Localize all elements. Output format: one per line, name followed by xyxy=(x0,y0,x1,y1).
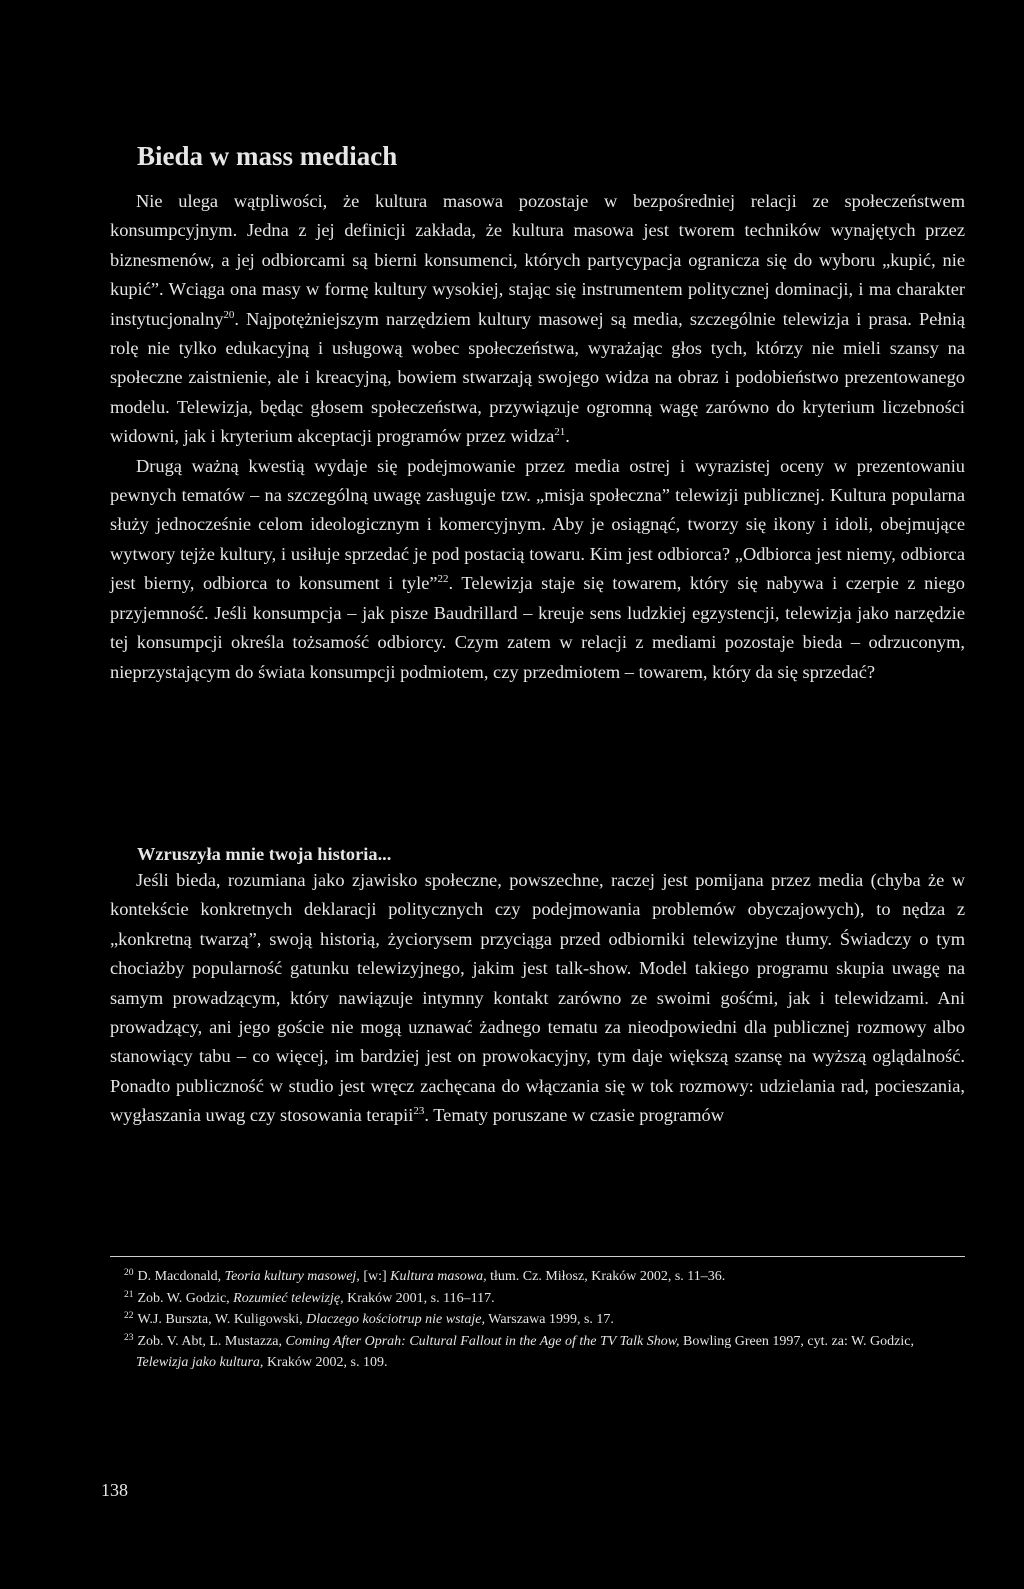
text-run: . Telewizja staje się towarem, który się nabywa i czerpie z niego przyjemność. Jeśli konsumpcja – jak pisze Baudrillard – kreuje sens ludzkiej egzystencji, telewizja jako narzędzie tej konsumpcji określa tożsamość odbiorcy. Czym zatem w relacji z mediami pozostaje bieda – odrzuconym, nieprzystającym do świata konsumpcji podmiotem, czy przedmiotem – towarem, który da się sprzedać? xyxy=(110,573,965,682)
text-run: . xyxy=(565,426,570,447)
section-2-body xyxy=(110,866,965,1131)
section-1-body xyxy=(110,187,965,687)
paragraph xyxy=(110,187,965,452)
footnote-title: Telewizja jako kultura, xyxy=(136,1355,264,1370)
footnote-text: Bowling Green 1997, cyt. za: W. Godzic, xyxy=(679,1333,914,1349)
footnote xyxy=(110,1266,965,1288)
paragraph xyxy=(110,452,965,687)
footnote-title: Dlaczego kościotrup nie wstaje, xyxy=(306,1312,486,1327)
text-run: Jeśli bieda, rozumiana jako zjawisko społeczne, powszechne, raczej jest pomijana przez media (chyba że w kontekście konkretnych deklaracji politycznych czy podejmowania problemów obyczajowych), to nędza z „konkretną twarzą”, swoją historią, życiorysem przyciąga przed odbiorniki telewizyjne tłumy. Świadczy o tym chociażby popularność gatunku telewizyjnego, jakim jest talk-show. Model takiego programu skupia uwagę na samym prowadzącym, który nawiązuje intymny kontakt zarówno ze swoimi gośćmi, jak i telewidzami. Ani prowadzący, ani jego goście nie mogą uznawać żadnego tematu za nieodpowiedni dla publicznej rozmowy albo stanowiący tabu – co więcej, im bardziej jest on prowokacyjny, tym daje większą szansę na wyższą oglądalność. Ponadto publiczność w studio jest wręcz zachęcana do włączania się w tok rozmowy: udzielania rad, pocieszania, wygłaszania uwag czy stosowania terapii xyxy=(110,870,965,1126)
footnote-number: 22 xyxy=(124,1311,134,1321)
text-run: . Najpotężniejszym narzędziem kultury masowej są media, szczególnie telewizja i prasa. Pełnią rolę nie tylko edukacyjną i usługową wobec społeczeństwa, wyrażając głos tych, którzy nie mieli szansy na społeczne zaistnienie, ale i kreacyjną, bowiem stwarzają swojego widza na obraz i podobieństwo prezentowanego modelu. Telewizja, będąc głosem społeczeństwa, przywiązuje ogromną wagę zarówno do kryterium liczebności widowni, jak i kryterium akceptacji programów przez widza xyxy=(110,308,965,447)
footnote-text: Warszawa 1999, s. 17. xyxy=(485,1312,614,1327)
footnote-text: Zob. W. Godzic, xyxy=(137,1290,234,1306)
paragraph xyxy=(110,866,965,1131)
footnote-text: tłum. Cz. Miłosz, Kraków 2002, s. 11–36. xyxy=(486,1269,726,1284)
footnote-number: 21 xyxy=(124,1289,134,1300)
footnote-title: Kultura masowa, xyxy=(390,1269,487,1284)
footnote xyxy=(110,1288,965,1310)
text-run: . Tematy poruszane w czasie programów xyxy=(424,1105,725,1126)
footnote-text: Kraków 2002, s. 109. xyxy=(263,1355,388,1370)
footnote-number: 23 xyxy=(124,1332,134,1343)
subsection-heading: Wzruszyła mnie twoja historia... xyxy=(137,844,392,864)
footnote-text: [w:] xyxy=(359,1269,391,1284)
footnote-title: Rozumieć telewizję, xyxy=(233,1290,344,1306)
text-run: Nie ulega wątpliwości, że kultura masowa pozostaje w bezpośredniej relacji ze społeczeństwem konsumpcyjnym. Jedna z jej definicji zakłada, że kultura masowa jest tworem techników wynajętych przez biznesmenów, a jej odbiorcami są bierni konsumenci, których partycypacja ogranicza się do wyboru „kupić, nie kupić”. Wciąga ona masy w formę kultury wysokiej, stając się instrumentem politycznej dominacji, i ma charakter instytucjonalny xyxy=(110,191,965,329)
footnote-text: W.J. Burszta, W. Kuligowski, xyxy=(137,1312,307,1327)
footnote-number: 20 xyxy=(124,1268,134,1278)
footnote-title: Teoria kultury masowej, xyxy=(224,1269,360,1284)
footnote-text: Kraków 2001, s. 116–117. xyxy=(343,1290,495,1306)
footnote-ref: 20 xyxy=(223,308,235,321)
footnote-ref: 22 xyxy=(437,573,449,586)
footnote-text: D. Macdonald, xyxy=(137,1269,225,1284)
footnote-title: Coming After Oprah: Cultural Fallout in the Age of the TV Talk Show, xyxy=(285,1333,680,1349)
footnote-text: Zob. V. Abt, L. Mustazza, xyxy=(137,1333,286,1349)
footnote xyxy=(110,1309,965,1331)
page-number: 138 xyxy=(101,1480,128,1500)
footnote-divider xyxy=(110,1256,965,1257)
section-heading: Bieda w mass mediach xyxy=(137,141,398,171)
footnotes xyxy=(110,1266,965,1374)
footnote xyxy=(110,1331,965,1374)
footnote-ref: 21 xyxy=(554,426,566,439)
footnote-ref: 23 xyxy=(413,1105,425,1118)
text-run: Drugą ważną kwestią wydaje się podejmowanie przez media ostrej i wyrazistej oceny w prezentowaniu pewnych tematów – na szczególną uwagę zasługuje tzw. „misja społeczna” telewizji publicznej. Kultura popularna służy jednocześnie celom ideologicznym i komercyjnym. Aby je osiągnąć, tworzy się ikony i idoli, obejmujące wytwory tejże kultury, i usiłuje sprzedać je pod postacią towaru. Kim jest odbiorca? „Odbiorca jest niemy, odbiorca jest bierny, odbiorca to konsument i tyle” xyxy=(110,455,965,594)
